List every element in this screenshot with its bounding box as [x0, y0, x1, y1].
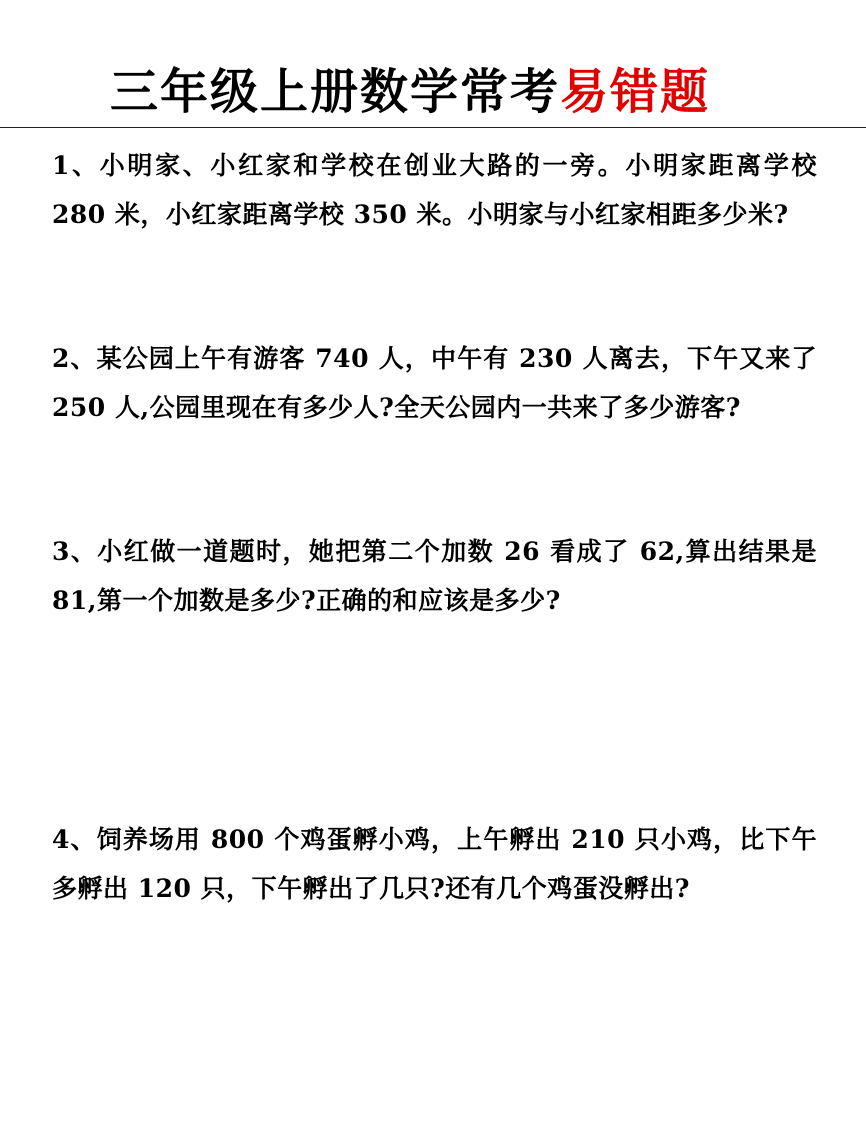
- title-main: 三年级上册数学常考: [109, 64, 560, 120]
- question-1: 1、小明家、小红家和学校在创业大路的一旁。小明家距离学校 280 米，小红家距离学校 350 米。小明家与小红家相距多少米?: [52, 151, 817, 229]
- question-3: 3、小红做一道题时，她把第二个加数 26 看成了 62,算出结果是 81,第一个加数是多少?正确的和应该是多少?: [52, 537, 817, 615]
- question-4: 4、饲养场用 800 个鸡蛋孵小鸡，上午孵出 210 只小鸡，比下午多孵出 120 只，下午孵出了几只?还有几个鸡蛋没孵出?: [52, 825, 817, 903]
- title-divider: [0, 127, 866, 128]
- title-accent: 易错题: [560, 64, 711, 120]
- page-title: [0, 60, 820, 124]
- question-2: 2、某公园上午有游客 740 人，中午有 230 人离去，下午又来了 250 人,公园里现在有多少人?全天公园内一共来了多少游客?: [52, 344, 817, 422]
